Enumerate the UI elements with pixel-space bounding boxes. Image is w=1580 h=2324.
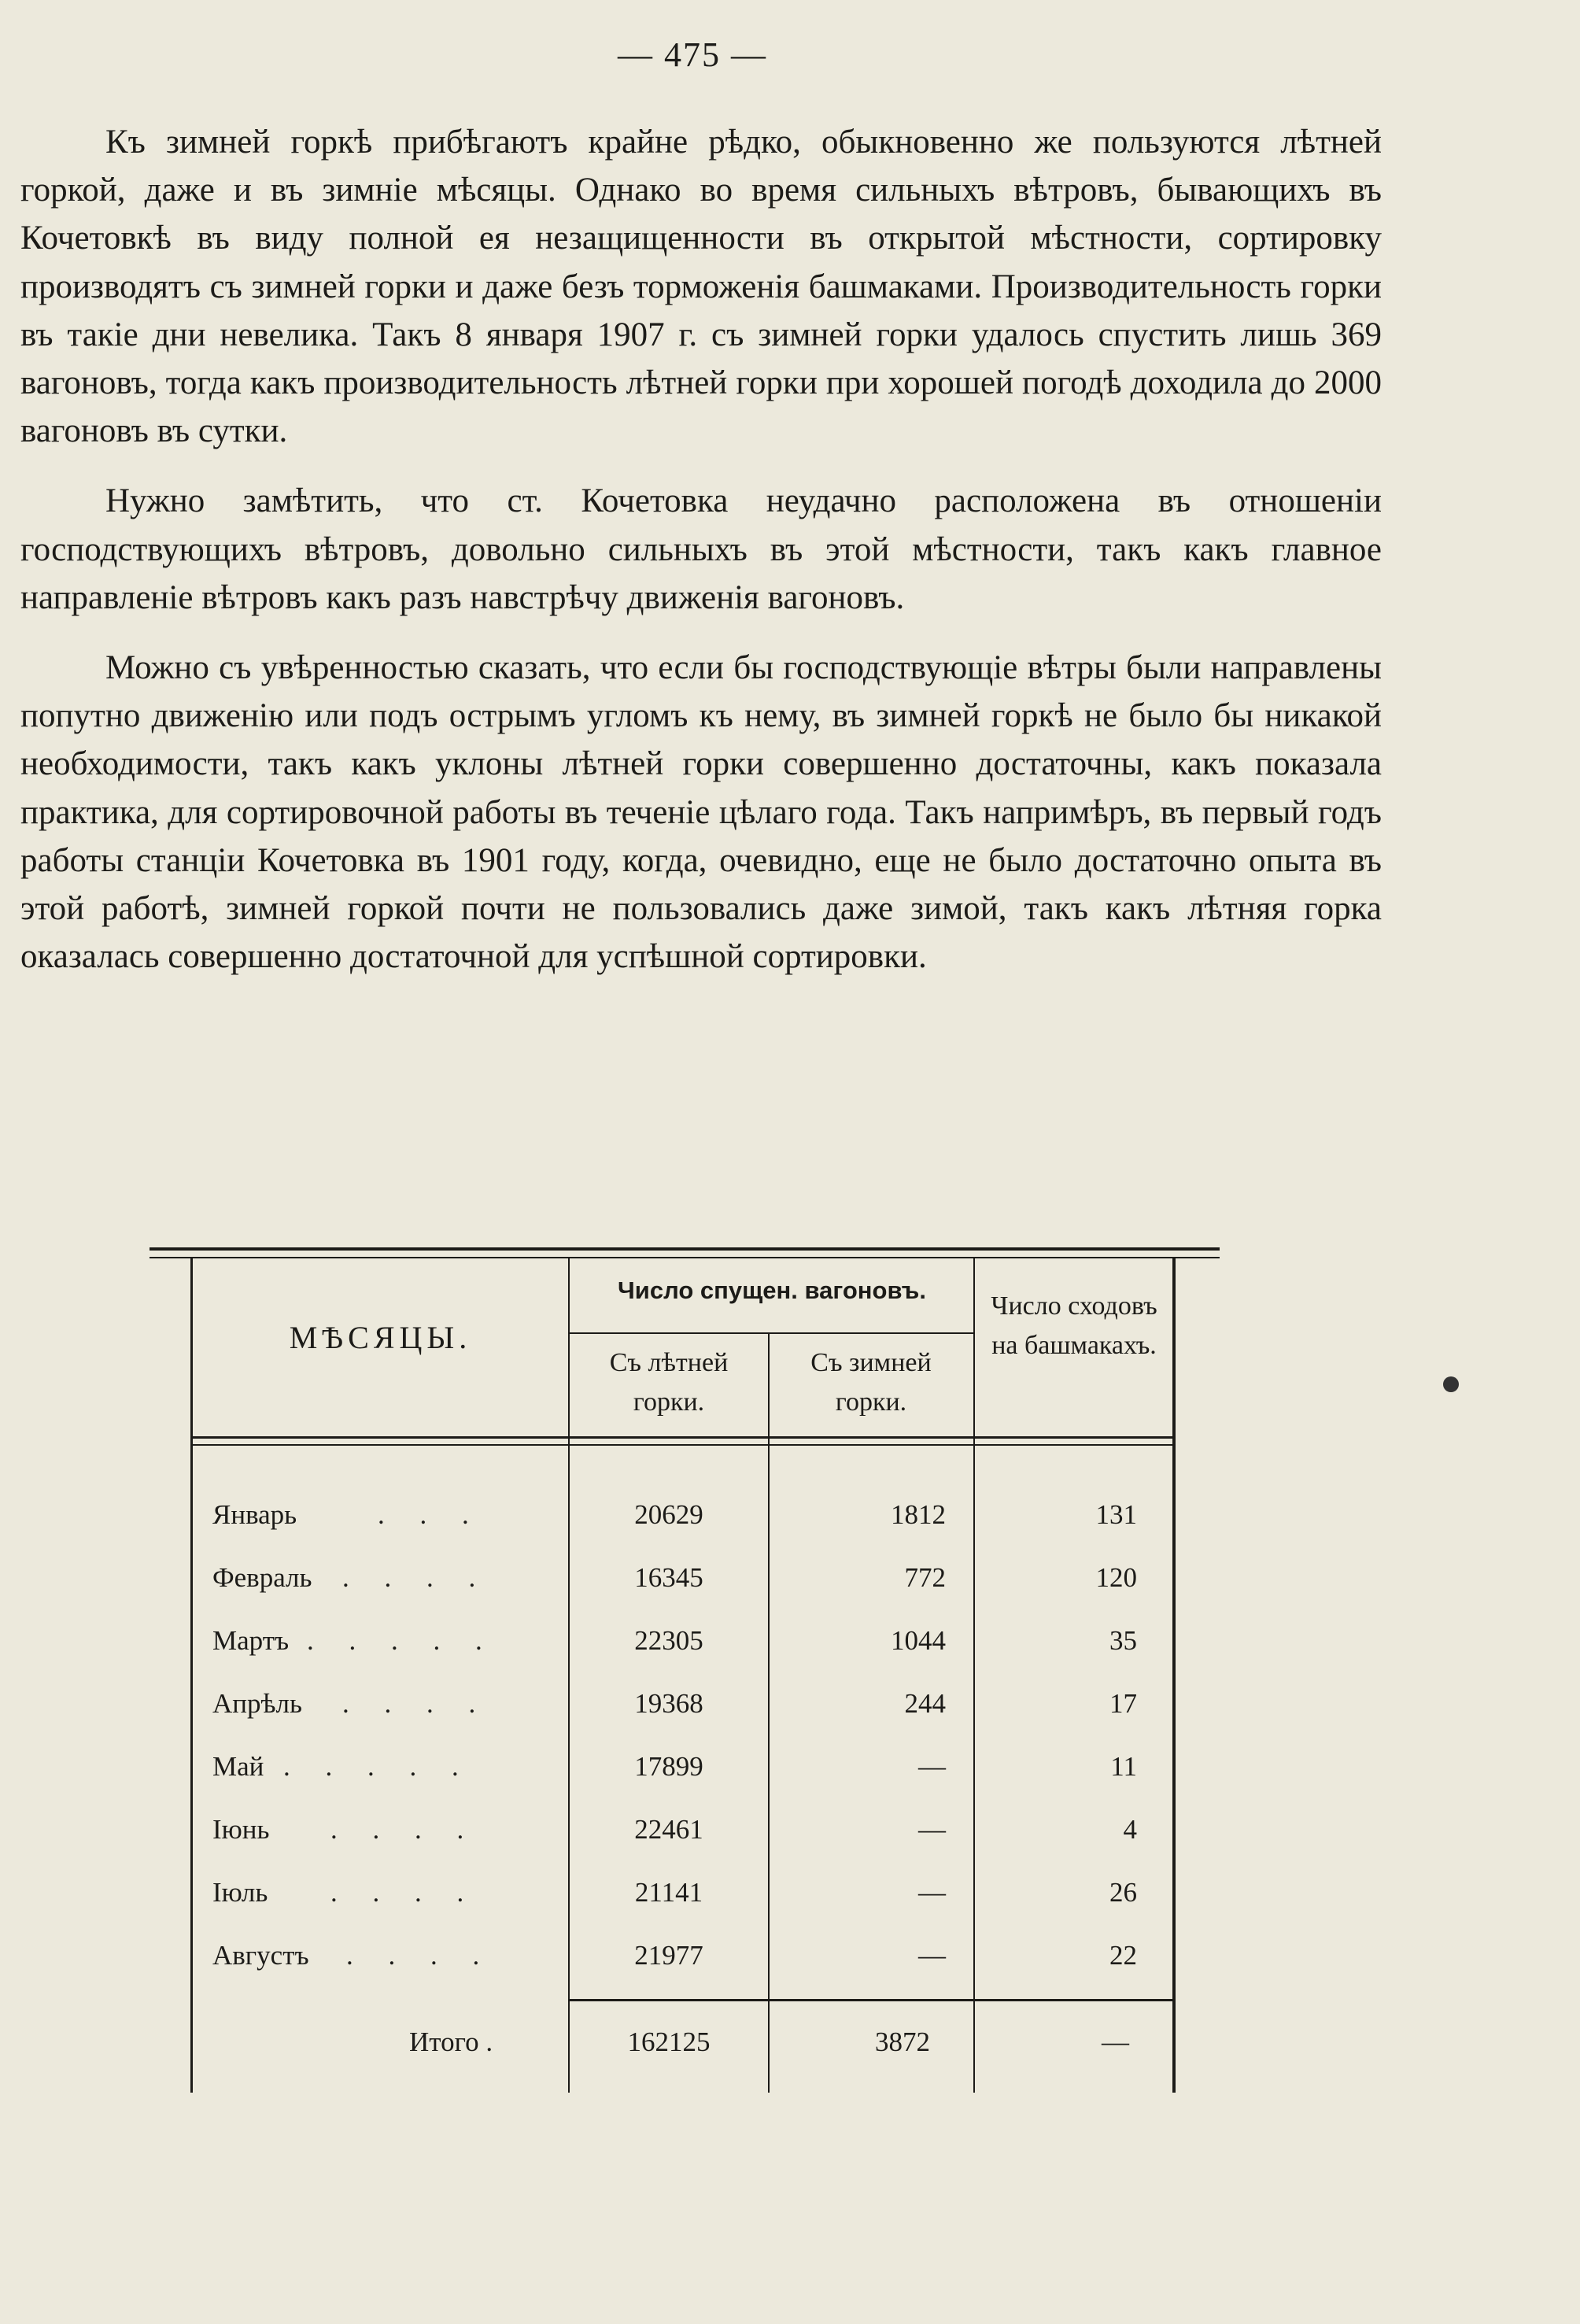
table-row — [150, 1739, 1220, 1794]
row-dots: . . . . . — [283, 1751, 473, 1782]
header-shoes: Число сходовъ на башмакахъ. — [991, 1291, 1157, 1360]
row-month: Августъ — [212, 1940, 309, 1971]
table-row — [150, 1676, 1220, 1731]
paragraph-3: Можно съ увѣренностью сказать, что если бы господствующіе вѣтры были направлены попутно движенію или подъ острымъ угломъ къ нему, въ зимней горкѣ не было бы никакой необходимости, такъ какъ уклоны лѣтней горки совершенно достаточны, какъ показала практика, для сортировочной работы въ теченіе цѣлаго года. Такъ напримѣръ, въ первый годъ работы станціи Кочетовка въ 1901 году, когда, очевидно, еще не было достаточно опыта въ этой работѣ, зимней горкой почти не пользовались даже зимой, такъ какъ лѣтняя горка оказалась совершенно достаточной для успѣшной сортировки. — [20, 649, 1382, 976]
row-shoes: 11 — [1110, 1751, 1137, 1782]
row-winter: 772 — [904, 1562, 946, 1593]
row-month: Апрѣль — [212, 1688, 302, 1719]
total-label: Итого . — [409, 2027, 493, 2057]
total-summer: 162125 — [627, 2027, 711, 2057]
row-month: Іюнь — [212, 1814, 270, 1845]
table-top-rule — [150, 1247, 1220, 1251]
row-shoes: 35 — [1109, 1625, 1137, 1656]
row-summer: 19368 — [634, 1688, 703, 1719]
total-winter: 3872 — [875, 2027, 930, 2057]
row-summer: 16345 — [634, 1562, 703, 1593]
row-dots: . . . . — [342, 1562, 490, 1593]
header-summer: Съ лѣтней горки. — [609, 1348, 729, 1417]
table-top-rule-thin — [150, 1257, 1220, 1258]
table-row — [150, 1487, 1220, 1543]
header-wagons-group: Число спущен. вагоновъ. — [618, 1277, 926, 1304]
row-summer: 22461 — [634, 1814, 703, 1845]
row-summer: 17899 — [634, 1751, 703, 1782]
total-rule — [568, 1999, 1176, 2001]
table-row — [150, 1865, 1220, 1920]
row-winter: — — [918, 1751, 946, 1782]
table-row — [150, 1613, 1220, 1668]
row-summer: 22305 — [634, 1625, 703, 1656]
row-dots: . . . . — [342, 1688, 490, 1719]
header-months: МѢСЯЦЫ. — [289, 1320, 472, 1355]
row-shoes: 26 — [1109, 1877, 1137, 1908]
row-dots: . . . — [378, 1499, 483, 1530]
paragraph-2: Нужно замѣтить, что ст. Кочетовка неудачно расположена въ отношеніи господствующихъ вѣтровъ, довольно сильныхъ въ этой мѣстности, такъ какъ главное направленіе вѣтровъ какъ разъ навстрѣчу движенія вагоновъ. — [20, 482, 1382, 616]
wagons-table — [150, 1247, 1220, 2093]
row-shoes: 131 — [1095, 1499, 1137, 1530]
row-winter: — — [918, 1814, 946, 1845]
row-dots: . . . . — [346, 1940, 494, 1971]
header-winter: Съ зимней горки. — [810, 1348, 932, 1417]
row-month: Январь — [212, 1499, 297, 1530]
body-text — [20, 118, 1382, 981]
row-shoes: 120 — [1095, 1562, 1137, 1593]
row-dots: . . . . — [330, 1877, 478, 1908]
group-header-rule — [568, 1332, 974, 1334]
row-summer: 20629 — [634, 1499, 703, 1530]
row-dots: . . . . — [330, 1814, 478, 1845]
table-row — [150, 1802, 1220, 1857]
total-shoes: — — [1102, 2027, 1129, 2057]
page-number: — 475 — — [618, 35, 767, 74]
row-summer: 21141 — [634, 1877, 703, 1908]
ink-spot — [1443, 1376, 1459, 1392]
row-month: Іюль — [212, 1877, 268, 1908]
row-month: Мартъ — [212, 1625, 290, 1656]
row-winter: — — [918, 1877, 946, 1908]
table-row — [150, 1550, 1220, 1605]
row-summer: 21977 — [634, 1940, 703, 1971]
row-shoes: 4 — [1123, 1814, 1137, 1845]
row-winter: — — [918, 1940, 946, 1971]
row-winter: 1812 — [891, 1499, 946, 1530]
header-bottom-rule-thin — [190, 1444, 1174, 1446]
row-shoes: 17 — [1109, 1688, 1137, 1719]
row-month: Май — [212, 1751, 264, 1782]
header-bottom-rule — [190, 1436, 1174, 1439]
row-winter: 244 — [904, 1688, 946, 1719]
row-dots: . . . . . — [307, 1625, 497, 1656]
row-month: Февраль — [212, 1562, 312, 1593]
table-row — [150, 1928, 1220, 1983]
row-shoes: 22 — [1109, 1940, 1137, 1971]
row-winter: 1044 — [891, 1625, 946, 1656]
table-total-row — [150, 2015, 1220, 2070]
paragraph-1: Къ зимней горкѣ прибѣгаютъ крайне рѣдко, обыкновенно же пользуются лѣтней горкой, даже и въ зимніе мѣсяцы. Однако во время сильныхъ вѣтровъ, бывающихъ въ Кочетовкѣ въ виду полной ея незащищенности въ открытой мѣстности, сортировку производятъ съ зимней горки и даже безъ торможенія башмаками. Производительность горки въ такіе дни невелика. Такъ 8 января 1907 г. съ зимней горки удалось спустить лишь 369 вагоновъ, тогда какъ производительность лѣтней горки при хорошей погодѣ доходила до 2000 вагоновъ въ сутки. — [20, 124, 1382, 450]
